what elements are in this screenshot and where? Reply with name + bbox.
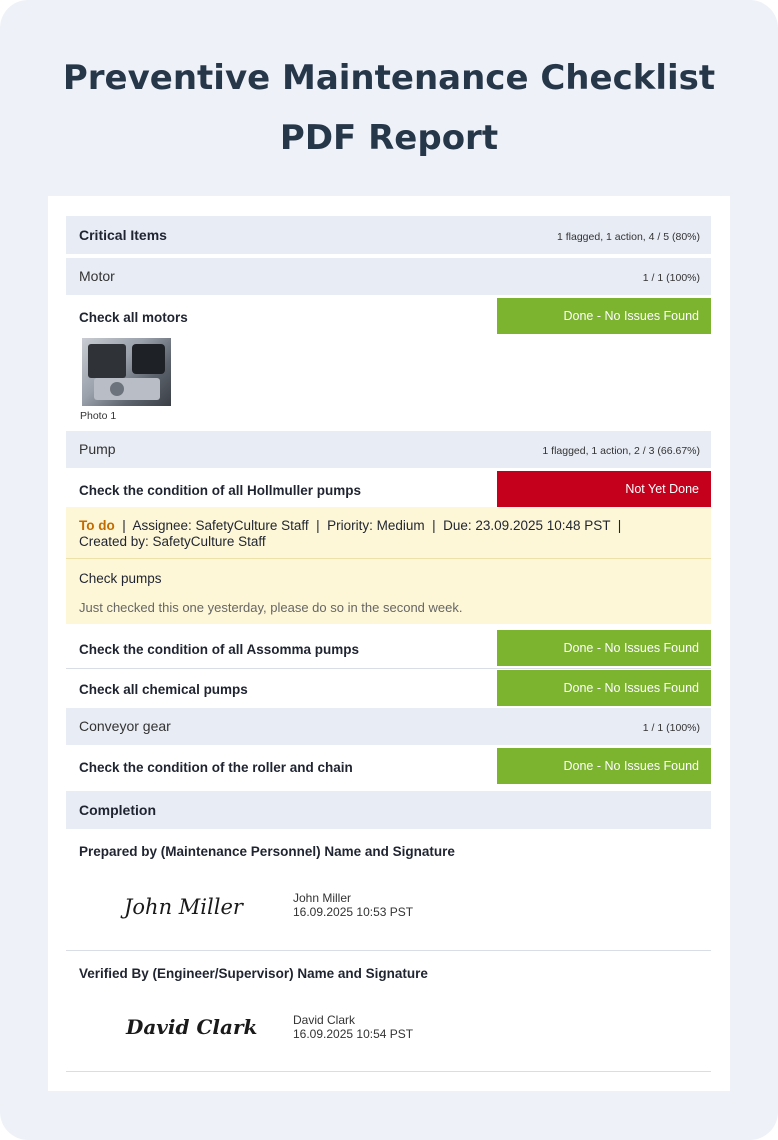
row-divider <box>66 950 711 951</box>
row-divider <box>66 668 711 669</box>
action-details <box>79 518 621 534</box>
section-pump-title: Pump <box>79 441 116 457</box>
section-pump-score: 1 flagged, 1 action, 2 / 3 (66.67%) <box>542 445 700 457</box>
question-assomma-pumps <box>66 630 711 666</box>
question-hollmuller-pumps <box>66 471 711 507</box>
section-conveyor-gear <box>66 708 711 745</box>
prepared-by-block <box>66 834 711 954</box>
svg-text:David Clark: David Clark <box>126 1015 258 1039</box>
question-text: Check all chemical pumps <box>79 682 248 697</box>
question-text: Check all motors <box>79 310 188 325</box>
svg-text:John Miller: John Miller <box>124 895 243 919</box>
verified-by-heading: Verified By (Engineer/Supervisor) Name and Signature <box>79 966 428 981</box>
section-motor <box>66 258 711 295</box>
photo-label: Photo 1 <box>80 410 117 422</box>
question-chemical-pumps <box>66 670 711 706</box>
action-title: Check pumps <box>79 571 162 586</box>
verified-by-block <box>66 956 711 1076</box>
status-badge: Done - No Issues Found <box>497 670 711 706</box>
question-text: Check the condition of the roller and chain <box>79 760 353 775</box>
status-badge: Done - No Issues Found <box>497 630 711 666</box>
completion-title: Completion <box>79 802 156 818</box>
action-status: To do <box>79 518 115 533</box>
section-pump <box>66 431 711 468</box>
prepared-by-timestamp: 16.09.2025 10:53 PST <box>293 905 414 919</box>
question-text: Check the condition of all Hollmuller pumps <box>79 483 362 498</box>
action-item[interactable] <box>66 507 711 624</box>
action-created-by: Created by: SafetyCulture Staff <box>79 534 266 549</box>
question-text: Check the condition of all Assomma pumps <box>79 642 360 657</box>
pdf-report-page <box>48 196 730 1091</box>
prepared-by-heading: Prepared by (Maintenance Personnel) Name and Signature <box>79 844 455 859</box>
prepared-signature-image <box>122 890 242 924</box>
photo-attachment <box>66 338 711 428</box>
section-conveyor-score: 1 / 1 (100%) <box>642 722 700 734</box>
action-meta: | Assignee: SafetyCulture Staff | Priority: Medium | Due: 23.09.2025 10:48 PST | <box>114 518 622 533</box>
motor-photo-thumbnail[interactable] <box>82 338 171 406</box>
critical-items-header <box>66 216 711 254</box>
verified-by-timestamp: 16.09.2025 10:54 PST <box>293 1027 414 1041</box>
status-badge: Done - No Issues Found <box>497 298 711 334</box>
prepared-by-name: John Miller <box>293 891 352 905</box>
verified-signature-image <box>124 1010 258 1044</box>
section-motor-title: Motor <box>79 268 115 284</box>
section-conveyor-title: Conveyor gear <box>79 718 171 734</box>
completion-header <box>66 791 711 829</box>
action-divider <box>66 558 711 559</box>
status-badge: Done - No Issues Found <box>497 748 711 784</box>
section-motor-score: 1 / 1 (100%) <box>642 272 700 284</box>
critical-items-score: 1 flagged, 1 action, 4 / 5 (80%) <box>556 231 700 243</box>
page-title: Preventive Maintenance Checklist PDF Report <box>62 58 716 158</box>
status-badge: Not Yet Done <box>497 471 711 507</box>
critical-items-title: Critical Items <box>79 227 167 243</box>
question-check-all-motors <box>66 298 711 334</box>
verified-by-name: David Clark <box>293 1013 356 1027</box>
row-divider <box>66 1071 711 1072</box>
action-note: Just checked this one yesterday, please do so in the second week. <box>79 600 463 615</box>
question-roller-chain <box>66 748 711 784</box>
